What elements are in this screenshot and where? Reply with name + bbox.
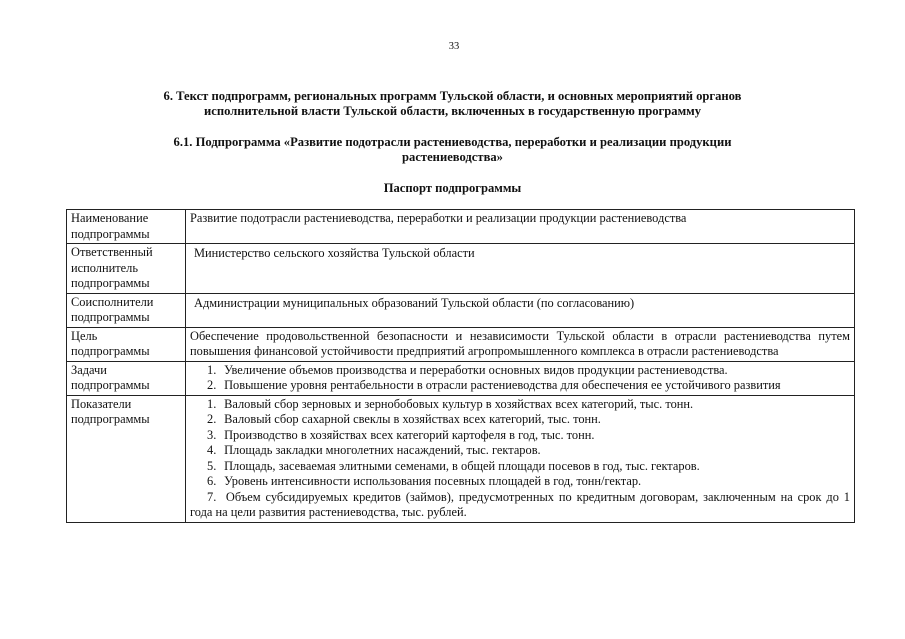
section-heading-line: исполнительной власти Тульской области, включенных в государственную программу (203, 104, 702, 118)
list-item-number: 2. (207, 412, 217, 426)
list-item (190, 428, 850, 444)
subsection-heading-line: 6.1. Подпрограмма «Развитие подотрасли растениеводства, переработки и реализации продукции (173, 135, 732, 149)
row-label: подпрограммы (71, 276, 150, 290)
table-row (67, 395, 855, 522)
row-value: Администрации муниципальных образований Тульской области (по согласованию) (194, 295, 635, 310)
table-row (67, 327, 855, 361)
row-value-cell (186, 293, 855, 327)
row-label: подпрограммы (71, 412, 150, 426)
passport-heading: Паспорт подпрограммы (383, 181, 522, 195)
row-label: Соисполнители (71, 294, 154, 309)
list-item-text: Повышение уровня рентабельности в отрасли растениеводства для обеспечения ее устойчивого развития (224, 378, 781, 392)
list-item (190, 397, 850, 413)
list-item-text: Площадь закладки многолетних насаждений, тыс. гектаров. (224, 443, 541, 457)
row-label: исполнитель (71, 260, 138, 275)
row-value: Развитие подотрасли растениеводства, переработки и реализации продукции растениеводства (190, 211, 687, 225)
row-label-cell (67, 395, 186, 522)
row-label-cell (67, 327, 186, 361)
list-item-text: Увеличение объемов производства и переработки основных видов продукции растениеводства. (224, 362, 728, 377)
list-item-number: 1. (207, 362, 217, 377)
row-label: Задачи (71, 362, 107, 377)
section-heading-line: 6. Текст подпрограмм, региональных программ Тульской области, и основных мероприятий органов (163, 89, 742, 103)
row-label: подпрограммы (71, 226, 150, 241)
passport-table (66, 209, 855, 523)
row-label-cell (67, 293, 186, 327)
table-row (67, 210, 855, 244)
list-item-text: Объем субсидируемых кредитов (займов), предусмотренных по кредитным договорам, заключенным на срок до 1 года на цели развития растениеводства, тыс. рублей. (190, 489, 850, 519)
table-row (67, 244, 855, 294)
list-item-text: Валовый сбор сахарной свеклы в хозяйствах всех категорий, тыс. тонн. (224, 412, 601, 426)
list-item (190, 412, 850, 428)
indicator-list (190, 397, 850, 521)
list-item-number: 4. (207, 443, 217, 457)
row-value-cell (186, 327, 855, 361)
row-value: Министерство сельского хозяйства Тульской области (194, 246, 475, 260)
list-item-text: Производство в хозяйствах всех категорий картофеля в год, тыс. тонн. (224, 427, 595, 442)
page-number: 33 (448, 41, 460, 52)
subsection-heading (70, 135, 835, 165)
row-label: Показатели (71, 396, 132, 411)
list-item (190, 378, 850, 394)
task-list (190, 363, 850, 394)
row-label: подпрограммы (71, 310, 150, 324)
list-item-text: Площадь, засеваемая элитными семенами, в общей площади посевов в год, тыс. гектаров. (224, 458, 700, 473)
row-value-cell (186, 210, 855, 244)
list-item (190, 474, 850, 490)
list-item (190, 459, 850, 475)
list-item-text: Валовый сбор зерновых и зернобобовых культур в хозяйствах всех категорий, тыс. тонн. (224, 396, 694, 411)
list-item (190, 443, 850, 459)
row-value-cell (186, 244, 855, 294)
subsection-heading-line: растениеводства» (402, 150, 503, 164)
row-value-cell (186, 395, 855, 522)
list-item (190, 490, 850, 521)
list-item-text: Уровень интенсивности использования посевных площадей в год, тонн/гектар. (224, 474, 642, 488)
list-item-number: 5. (207, 458, 217, 473)
row-value: Обеспечение продовольственной безопасности и независимости Тульской области в отрасли растениеводства путем повышения финансовой устойчивости предприятий агропромышленного комплекса в отрасли растениеводства (190, 328, 850, 358)
list-item (190, 363, 850, 379)
row-label: Ответственный (71, 245, 153, 259)
table-row (67, 293, 855, 327)
row-label: Наименование (71, 211, 149, 225)
list-item-number: 3. (207, 427, 217, 442)
row-label: подпрограммы (71, 378, 150, 392)
row-label-cell (67, 244, 186, 294)
list-item-number: 2. (207, 378, 217, 392)
section-heading (70, 89, 835, 119)
row-label: Цель (71, 328, 98, 343)
row-label: подпрограммы (71, 344, 150, 358)
list-item-number: 1. (207, 396, 217, 411)
row-label-cell (67, 210, 186, 244)
row-label-cell (67, 361, 186, 395)
row-value-cell (186, 361, 855, 395)
table-row (67, 361, 855, 395)
list-item-number: 7. (207, 489, 217, 504)
list-item-number: 6. (207, 474, 217, 488)
